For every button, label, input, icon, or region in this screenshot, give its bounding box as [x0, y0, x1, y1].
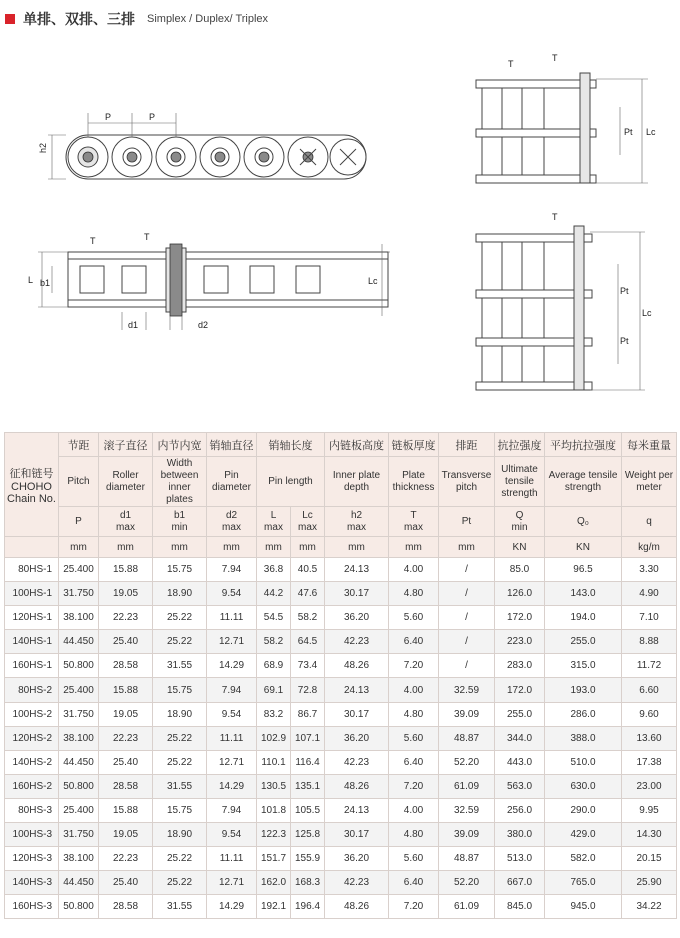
- header-pin-diam-en: Pin diameter: [207, 457, 257, 507]
- header-plate-depth-unit: mm: [325, 537, 389, 558]
- dim-label-p2: P: [149, 112, 156, 122]
- header-pitch-en: Pitch: [59, 457, 99, 507]
- table-cell: 42.23: [325, 750, 389, 774]
- table-cell: 30.17: [325, 823, 389, 847]
- table-cell: 11.11: [207, 606, 257, 630]
- triplex-dim-label-pt1: Pt: [620, 286, 629, 296]
- table-cell: 256.0: [495, 798, 545, 822]
- header-weight-sym: q: [622, 507, 677, 537]
- table-row: [5, 871, 677, 895]
- duplex-dim-label-t2: T: [552, 53, 558, 63]
- table-cell: 52.20: [439, 871, 495, 895]
- header-pitch-sym: P: [59, 507, 99, 537]
- table-row: [5, 895, 677, 919]
- red-square-icon: [5, 14, 15, 24]
- table-cell: 39.09: [439, 702, 495, 726]
- header-plate-thick-sym: T max: [389, 507, 439, 537]
- table-cell: 223.0: [495, 630, 545, 654]
- table-cell: 194.0: [545, 606, 622, 630]
- table-cell: 44.2: [257, 582, 291, 606]
- table-cell: 110.1: [257, 750, 291, 774]
- table-cell: 22.23: [99, 606, 153, 630]
- header-roller-en: Roller diameter: [99, 457, 153, 507]
- table-cell: 9.95: [622, 798, 677, 822]
- chain-model-cell: 120HS-2: [5, 726, 59, 750]
- table-cell: 315.0: [545, 654, 622, 678]
- header-pt-cn: 排距: [439, 433, 495, 457]
- table-cell: 24.13: [325, 678, 389, 702]
- table-cell: 14.30: [622, 823, 677, 847]
- table-cell: 286.0: [545, 702, 622, 726]
- table-cell: 107.1: [291, 726, 325, 750]
- table-cell: 4.00: [389, 558, 439, 582]
- table-cell: 23.00: [622, 774, 677, 798]
- table-cell: 18.90: [153, 702, 207, 726]
- dim-label-t1: T: [90, 236, 96, 246]
- chain-model-cell: 140HS-2: [5, 750, 59, 774]
- table-cell: 25.22: [153, 847, 207, 871]
- section-title-en: Simplex / Duplex/ Triplex: [147, 13, 269, 25]
- header-weight-unit: kg/m: [622, 537, 677, 558]
- chain-model-cell: 120HS-1: [5, 606, 59, 630]
- table-cell: 31.750: [59, 702, 99, 726]
- header-avg-tensile-sym: Q₀: [545, 507, 622, 537]
- table-cell: 7.20: [389, 895, 439, 919]
- table-cell: 283.0: [495, 654, 545, 678]
- table-cell: 125.8: [291, 823, 325, 847]
- chain-side-view-drawing: [30, 105, 390, 200]
- table-cell: 193.0: [545, 678, 622, 702]
- table-cell: 6.40: [389, 750, 439, 774]
- chain-spec-table: [4, 432, 677, 919]
- table-cell: 4.00: [389, 678, 439, 702]
- table-cell: 54.5: [257, 606, 291, 630]
- table-cell: 290.0: [545, 798, 622, 822]
- header-avg-tensile-en: Average tensile strength: [545, 457, 622, 507]
- header-tensile-sym: Q min: [495, 507, 545, 537]
- chain-model-cell: 160HS-1: [5, 654, 59, 678]
- header-tensile-en: Ultimate tensile strength: [495, 457, 545, 507]
- table-row: [5, 582, 677, 606]
- table-cell: 172.0: [495, 678, 545, 702]
- table-cell: 48.87: [439, 726, 495, 750]
- dim-label-l: L: [28, 275, 34, 285]
- header-avg-tensile-cn: 平均抗拉强度: [545, 433, 622, 457]
- table-cell: 28.58: [99, 654, 153, 678]
- table-cell: 14.29: [207, 654, 257, 678]
- table-cell: 6.40: [389, 871, 439, 895]
- table-cell: 126.0: [495, 582, 545, 606]
- table-cell: 20.15: [622, 847, 677, 871]
- table-body: [5, 558, 677, 919]
- table-cell: 4.80: [389, 702, 439, 726]
- dim-label-p1: P: [105, 112, 112, 122]
- table-cell: 25.400: [59, 558, 99, 582]
- table-cell: 36.8: [257, 558, 291, 582]
- table-cell: 47.6: [291, 582, 325, 606]
- chain-model-cell: 100HS-2: [5, 702, 59, 726]
- table-cell: 30.17: [325, 582, 389, 606]
- table-cell: 945.0: [545, 895, 622, 919]
- chain-model-cell: 80HS-1: [5, 558, 59, 582]
- table-cell: 25.22: [153, 630, 207, 654]
- header-tensile-unit: KN: [495, 537, 545, 558]
- header-lc-unit: mm: [291, 537, 325, 558]
- table-cell: 582.0: [545, 847, 622, 871]
- chain-model-cell: 160HS-3: [5, 895, 59, 919]
- table-cell: 9.60: [622, 702, 677, 726]
- header-l-sym: L max: [257, 507, 291, 537]
- table-cell: 14.29: [207, 774, 257, 798]
- table-cell: 44.450: [59, 750, 99, 774]
- table-cell: 4.00: [389, 798, 439, 822]
- table-row: [5, 750, 677, 774]
- table-cell: 12.71: [207, 630, 257, 654]
- header-lc-sym: Lc max: [291, 507, 325, 537]
- table-cell: 17.38: [622, 750, 677, 774]
- header-pin-length-en: Pin length: [257, 457, 325, 507]
- table-cell: 5.60: [389, 726, 439, 750]
- table-cell: 42.23: [325, 871, 389, 895]
- table-cell: 5.60: [389, 847, 439, 871]
- table-cell: 7.94: [207, 798, 257, 822]
- header-tensile-cn: 抗拉强度: [495, 433, 545, 457]
- table-cell: 122.3: [257, 823, 291, 847]
- table-cell: 39.09: [439, 823, 495, 847]
- table-cell: 196.4: [291, 895, 325, 919]
- header-width-unit: mm: [153, 537, 207, 558]
- table-cell: 25.22: [153, 750, 207, 774]
- table-cell: 101.8: [257, 798, 291, 822]
- table-cell: 15.75: [153, 798, 207, 822]
- table-cell: 7.20: [389, 774, 439, 798]
- table-cell: 513.0: [495, 847, 545, 871]
- table-cell: 28.58: [99, 774, 153, 798]
- table-cell: 630.0: [545, 774, 622, 798]
- table-cell: 765.0: [545, 871, 622, 895]
- table-cell: 22.23: [99, 847, 153, 871]
- table-cell: 255.0: [495, 702, 545, 726]
- header-pt-sym: Pt: [439, 507, 495, 537]
- chain-model-cell: 140HS-3: [5, 871, 59, 895]
- table-cell: 50.800: [59, 774, 99, 798]
- table-cell: 28.58: [99, 895, 153, 919]
- table-row: [5, 847, 677, 871]
- header-pin-diam-unit: mm: [207, 537, 257, 558]
- table-cell: 48.26: [325, 774, 389, 798]
- table-cell: 162.0: [257, 871, 291, 895]
- table-cell: 25.22: [153, 606, 207, 630]
- header-plate-thick-en: Plate thickness: [389, 457, 439, 507]
- table-cell: 19.05: [99, 702, 153, 726]
- table-cell: 31.750: [59, 823, 99, 847]
- triplex-dim-label-t: T: [552, 212, 558, 222]
- table-row: [5, 774, 677, 798]
- chain-model-cell: 140HS-1: [5, 630, 59, 654]
- table-cell: 44.450: [59, 630, 99, 654]
- section-title-cn: 单排、双排、三排: [23, 12, 135, 28]
- dim-label-b1: b1: [40, 278, 51, 288]
- header-plate-depth-cn: 内链板高度: [325, 433, 389, 457]
- header-width-sym: b1 min: [153, 507, 207, 537]
- table-cell: 64.5: [291, 630, 325, 654]
- table-cell: 3.30: [622, 558, 677, 582]
- table-cell: 4.80: [389, 582, 439, 606]
- duplex-chain-drawing: [470, 55, 660, 190]
- triplex-chain-drawing: [470, 212, 660, 402]
- table-cell: /: [439, 606, 495, 630]
- table-cell: 155.9: [291, 847, 325, 871]
- section-header: [5, 8, 268, 30]
- table-cell: 130.5: [257, 774, 291, 798]
- table-row: [5, 558, 677, 582]
- table-cell: 429.0: [545, 823, 622, 847]
- table-cell: 30.17: [325, 702, 389, 726]
- duplex-dim-label-lc: Lc: [646, 127, 656, 137]
- triplex-dim-label-lc: Lc: [642, 308, 652, 318]
- table-cell: 14.29: [207, 895, 257, 919]
- table-cell: 31.55: [153, 774, 207, 798]
- header-pitch-cn: 节距: [59, 433, 99, 457]
- dim-label-d1: d1: [128, 320, 139, 330]
- table-cell: 151.7: [257, 847, 291, 871]
- model-header-cell: 征和链号 CHOHO Chain No.: [5, 433, 59, 537]
- table-cell: 61.09: [439, 895, 495, 919]
- header-weight-cn: 每米重量: [622, 433, 677, 457]
- table-cell: 25.90: [622, 871, 677, 895]
- duplex-dim-label-t1: T: [508, 59, 514, 69]
- table-cell: 58.2: [257, 630, 291, 654]
- table-cell: 344.0: [495, 726, 545, 750]
- table-cell: 15.75: [153, 558, 207, 582]
- table-cell: 73.4: [291, 654, 325, 678]
- header-pt-unit: mm: [439, 537, 495, 558]
- table-cell: 12.71: [207, 871, 257, 895]
- table-cell: 25.40: [99, 871, 153, 895]
- table-cell: 116.4: [291, 750, 325, 774]
- header-width-en: Width between inner plates: [153, 457, 207, 507]
- table-row: [5, 630, 677, 654]
- table-cell: 8.88: [622, 630, 677, 654]
- header-avg-tensile-unit: KN: [545, 537, 622, 558]
- dim-label-t2: T: [144, 232, 150, 242]
- header-pin-diam-cn: 销轴直径: [207, 433, 257, 457]
- header-roller-unit: mm: [99, 537, 153, 558]
- table-cell: 255.0: [545, 630, 622, 654]
- table-cell: 6.40: [389, 630, 439, 654]
- table-row: [5, 823, 677, 847]
- table-cell: 38.100: [59, 606, 99, 630]
- table-cell: 25.22: [153, 871, 207, 895]
- table-cell: 38.100: [59, 847, 99, 871]
- table-cell: 72.8: [291, 678, 325, 702]
- table-cell: 172.0: [495, 606, 545, 630]
- table-cell: 40.5: [291, 558, 325, 582]
- table-cell: 143.0: [545, 582, 622, 606]
- table-row: [5, 798, 677, 822]
- table-cell: 18.90: [153, 823, 207, 847]
- header-weight-en: Weight per meter: [622, 457, 677, 507]
- table-cell: 19.05: [99, 582, 153, 606]
- chain-model-cell: 80HS-2: [5, 678, 59, 702]
- table-row: [5, 678, 677, 702]
- dim-label-h2: h2: [38, 142, 48, 153]
- table-cell: 7.94: [207, 558, 257, 582]
- table-cell: 25.22: [153, 726, 207, 750]
- table-header: [5, 433, 677, 558]
- table-cell: 25.40: [99, 750, 153, 774]
- table-cell: 15.88: [99, 798, 153, 822]
- table-row: [5, 654, 677, 678]
- top-view-rollers: [80, 266, 320, 293]
- table-cell: 96.5: [545, 558, 622, 582]
- table-cell: 19.05: [99, 823, 153, 847]
- table-cell: 50.800: [59, 654, 99, 678]
- table-cell: 31.55: [153, 654, 207, 678]
- table-cell: 4.90: [622, 582, 677, 606]
- header-width-cn: 内节内宽: [153, 433, 207, 457]
- table-cell: 24.13: [325, 798, 389, 822]
- table-cell: 36.20: [325, 726, 389, 750]
- table-cell: 443.0: [495, 750, 545, 774]
- header-plate-depth-sym: h2 max: [325, 507, 389, 537]
- table-cell: 15.88: [99, 678, 153, 702]
- triplex-dim-label-pt2: Pt: [620, 336, 629, 346]
- chain-model-cell: 160HS-2: [5, 774, 59, 798]
- table-cell: 68.9: [257, 654, 291, 678]
- table-cell: 9.54: [207, 702, 257, 726]
- table-cell: 105.5: [291, 798, 325, 822]
- table-cell: 86.7: [291, 702, 325, 726]
- table-cell: /: [439, 654, 495, 678]
- table-cell: 5.60: [389, 606, 439, 630]
- table-row: [5, 702, 677, 726]
- table-cell: /: [439, 558, 495, 582]
- table-cell: 135.1: [291, 774, 325, 798]
- header-plate-depth-en: Inner plate depth: [325, 457, 389, 507]
- table-cell: 7.20: [389, 654, 439, 678]
- table-cell: 13.60: [622, 726, 677, 750]
- table-cell: 31.55: [153, 895, 207, 919]
- table-cell: 85.0: [495, 558, 545, 582]
- table-cell: 18.90: [153, 582, 207, 606]
- table-cell: 38.100: [59, 726, 99, 750]
- table-cell: 563.0: [495, 774, 545, 798]
- duplex-dim-label-pt: Pt: [624, 127, 633, 137]
- table-cell: 58.2: [291, 606, 325, 630]
- table-cell: 6.60: [622, 678, 677, 702]
- table-cell: 36.20: [325, 847, 389, 871]
- header-l-unit: mm: [257, 537, 291, 558]
- table-cell: 42.23: [325, 630, 389, 654]
- table-cell: 25.400: [59, 798, 99, 822]
- table-cell: 25.40: [99, 630, 153, 654]
- table-cell: 4.80: [389, 823, 439, 847]
- chain-model-cell: 100HS-3: [5, 823, 59, 847]
- table-cell: 32.59: [439, 678, 495, 702]
- header-pin-diam-sym: d2 max: [207, 507, 257, 537]
- table-cell: 50.800: [59, 895, 99, 919]
- table-cell: 25.400: [59, 678, 99, 702]
- chain-top-view-drawing: [18, 230, 398, 340]
- chain-model-cell: 120HS-3: [5, 847, 59, 871]
- table-cell: 380.0: [495, 823, 545, 847]
- table-cell: 9.54: [207, 582, 257, 606]
- table-cell: 192.1: [257, 895, 291, 919]
- header-plate-thick-unit: mm: [389, 537, 439, 558]
- table-cell: 667.0: [495, 871, 545, 895]
- table-cell: /: [439, 630, 495, 654]
- chain-model-cell: 80HS-3: [5, 798, 59, 822]
- table-cell: 22.23: [99, 726, 153, 750]
- header-model-unit: [5, 537, 59, 558]
- table-cell: 7.10: [622, 606, 677, 630]
- table-cell: 7.94: [207, 678, 257, 702]
- header-plate-thick-cn: 链板厚度: [389, 433, 439, 457]
- table-row: [5, 606, 677, 630]
- table-cell: 15.75: [153, 678, 207, 702]
- header-pitch-unit: mm: [59, 537, 99, 558]
- dim-label-lc: Lc: [368, 276, 378, 286]
- table-cell: 388.0: [545, 726, 622, 750]
- table-cell: 12.71: [207, 750, 257, 774]
- table-cell: 34.22: [622, 895, 677, 919]
- table-cell: 48.87: [439, 847, 495, 871]
- table-cell: 845.0: [495, 895, 545, 919]
- header-pin-length-cn: 销轴长度: [257, 433, 325, 457]
- table-cell: /: [439, 582, 495, 606]
- table-cell: 11.11: [207, 726, 257, 750]
- table-cell: 44.450: [59, 871, 99, 895]
- table-cell: 48.26: [325, 895, 389, 919]
- chain-model-cell: 100HS-1: [5, 582, 59, 606]
- table-cell: 9.54: [207, 823, 257, 847]
- table-cell: 510.0: [545, 750, 622, 774]
- header-roller-sym: d1 max: [99, 507, 153, 537]
- table-cell: 15.88: [99, 558, 153, 582]
- table-cell: 24.13: [325, 558, 389, 582]
- header-roller-cn: 滚子直径: [99, 433, 153, 457]
- table-cell: 52.20: [439, 750, 495, 774]
- table-cell: 48.26: [325, 654, 389, 678]
- table-cell: 83.2: [257, 702, 291, 726]
- table-cell: 11.72: [622, 654, 677, 678]
- table-cell: 36.20: [325, 606, 389, 630]
- header-pt-en: Transverse pitch: [439, 457, 495, 507]
- table-cell: 32.59: [439, 798, 495, 822]
- table-cell: 31.750: [59, 582, 99, 606]
- dim-label-d2: d2: [198, 320, 209, 330]
- table-cell: 102.9: [257, 726, 291, 750]
- table-cell: 61.09: [439, 774, 495, 798]
- table-row: [5, 726, 677, 750]
- table-cell: 168.3: [291, 871, 325, 895]
- table-cell: 69.1: [257, 678, 291, 702]
- table-cell: 11.11: [207, 847, 257, 871]
